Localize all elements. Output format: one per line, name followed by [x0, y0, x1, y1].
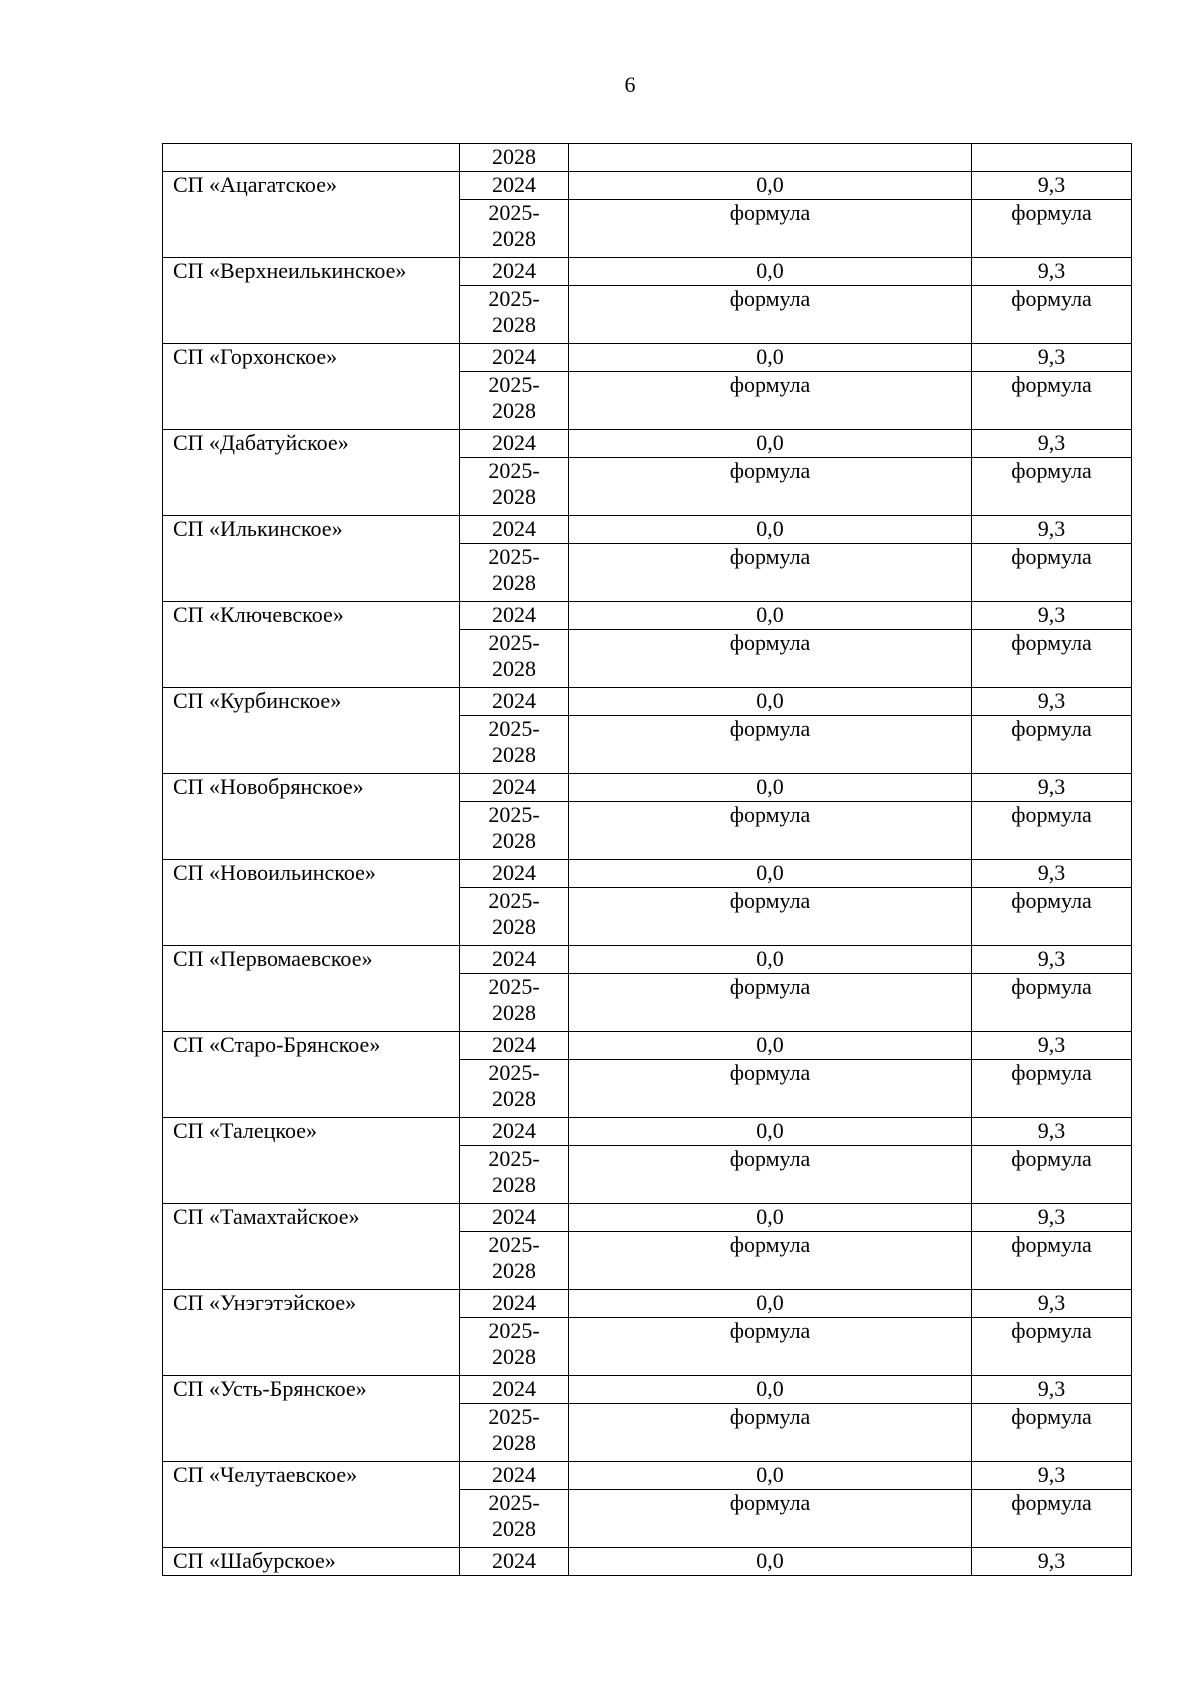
- table-row: [163, 516, 1132, 544]
- value-1-cell: 0,0: [569, 1204, 972, 1232]
- value-2-cell: 9,3: [972, 1032, 1132, 1060]
- value-1-cell: 0,0: [569, 860, 972, 888]
- value-1-cell: 0,0: [569, 430, 972, 458]
- period-end: 2028: [492, 1344, 536, 1369]
- period-cell: [460, 974, 569, 1032]
- value-1-cell: 0,0: [569, 344, 972, 372]
- period-end: 2028: [492, 914, 536, 939]
- value-1-cell: 0,0: [569, 946, 972, 974]
- period-end: 2028: [492, 1000, 536, 1025]
- settlement-name-cell: СП «Новобрянское»: [163, 774, 460, 860]
- period-cell: [460, 458, 569, 516]
- table-row: [163, 258, 1132, 286]
- formula-1-cell: формула: [569, 1146, 972, 1204]
- value-1-cell: 0,0: [569, 602, 972, 630]
- value-1-cell: 0,0: [569, 1548, 972, 1576]
- period-start: 2025-: [488, 1232, 540, 1257]
- value-2-cell: 9,3: [972, 344, 1132, 372]
- year-cell: 2024: [460, 1462, 569, 1490]
- value-1-cell: 0,0: [569, 516, 972, 544]
- value-1-cell: 0,0: [569, 688, 972, 716]
- period-start: 2025-: [488, 888, 540, 913]
- period-end: 2028: [492, 1516, 536, 1541]
- year-cell: 2024: [460, 172, 569, 200]
- table-row: [163, 1032, 1132, 1060]
- table-row: [163, 344, 1132, 372]
- value-1-cell: 0,0: [569, 258, 972, 286]
- year-cell: 2024: [460, 1032, 569, 1060]
- value-2-cell: 9,3: [972, 430, 1132, 458]
- year-cell: 2024: [460, 860, 569, 888]
- value-2-cell: 9,3: [972, 1462, 1132, 1490]
- year-cell: 2024: [460, 1118, 569, 1146]
- year-cell: 2024: [460, 430, 569, 458]
- value-1-cell: 0,0: [569, 172, 972, 200]
- period-cell: [460, 716, 569, 774]
- period-end: 2028: [492, 1430, 536, 1455]
- year-cell: 2024: [460, 1376, 569, 1404]
- table-row-last: [163, 1548, 1132, 1576]
- value-2-cell: 9,3: [972, 860, 1132, 888]
- period-start: 2025-: [488, 1146, 540, 1171]
- table-row: [163, 602, 1132, 630]
- period-cell: [460, 1060, 569, 1118]
- period-cell: [460, 372, 569, 430]
- period-end: 2028: [492, 484, 536, 509]
- formula-2-cell: формула: [972, 802, 1132, 860]
- value-2-cell: 9,3: [972, 774, 1132, 802]
- period-cell: [460, 544, 569, 602]
- value-2-cell: 9,3: [972, 946, 1132, 974]
- table-row: [163, 688, 1132, 716]
- formula-1-cell: формула: [569, 372, 972, 430]
- year-cell: 2024: [460, 258, 569, 286]
- settlement-name-cell: СП «Верхнеилькинское»: [163, 258, 460, 344]
- value-2-cell: 9,3: [972, 1204, 1132, 1232]
- year-cell: 2024: [460, 1548, 569, 1576]
- formula-2-cell: формула: [972, 1232, 1132, 1290]
- period-start: 2025-: [488, 716, 540, 741]
- year-cell: 2024: [460, 774, 569, 802]
- year-cell: 2024: [460, 344, 569, 372]
- period-cell: 2028: [460, 144, 569, 172]
- year-cell: 2024: [460, 1290, 569, 1318]
- formula-2-cell: формула: [972, 458, 1132, 516]
- table-row: [163, 172, 1132, 200]
- formula-2-cell: формула: [972, 200, 1132, 258]
- table-row: [163, 860, 1132, 888]
- value-1-cell: 0,0: [569, 1032, 972, 1060]
- settlement-name-cell: СП «Усть-Брянское»: [163, 1376, 460, 1462]
- settlement-name-cell: СП «Ключевское»: [163, 602, 460, 688]
- settlement-name-cell: СП «Старо-Брянское»: [163, 1032, 460, 1118]
- formula-2-cell: формула: [972, 974, 1132, 1032]
- value-2-cell: 9,3: [972, 1548, 1132, 1576]
- period-start: 2025-: [488, 544, 540, 569]
- formula-2-cell: формула: [972, 544, 1132, 602]
- page-number: 6: [624, 72, 636, 97]
- value-2-cell: 9,3: [972, 1290, 1132, 1318]
- value-1-cell: 0,0: [569, 1376, 972, 1404]
- period-end: 2028: [492, 1258, 536, 1283]
- formula-2-cell: формула: [972, 1146, 1132, 1204]
- year-cell: 2024: [460, 1204, 569, 1232]
- settlement-name-cell: СП «Курбинское»: [163, 688, 460, 774]
- table-row: [163, 1204, 1132, 1232]
- formula-2-cell: формула: [972, 716, 1132, 774]
- formula-1-cell: формула: [569, 458, 972, 516]
- period-cell: [460, 286, 569, 344]
- period-cell: [460, 1146, 569, 1204]
- value-2-cell: 9,3: [972, 1376, 1132, 1404]
- year-cell: 2024: [460, 516, 569, 544]
- period-start: 2025-: [488, 1318, 540, 1343]
- table-row-continued: [163, 144, 1132, 172]
- formula-1-cell: формула: [569, 716, 972, 774]
- value-1-cell: 0,0: [569, 1118, 972, 1146]
- value-2-cell: 9,3: [972, 258, 1132, 286]
- formula-2-cell: формула: [972, 630, 1132, 688]
- value-2-cell: 9,3: [972, 516, 1132, 544]
- formula-1-cell: формула: [569, 630, 972, 688]
- period-start: 2025-: [488, 1490, 540, 1515]
- settlement-name-cell: СП «Илькинское»: [163, 516, 460, 602]
- table-row: [163, 1118, 1132, 1146]
- period-end: 2028: [492, 656, 536, 681]
- table-row: [163, 1290, 1132, 1318]
- table-row: [163, 1376, 1132, 1404]
- period-end: 2028: [492, 570, 536, 595]
- settlement-name-cell: СП «Горхонское»: [163, 344, 460, 430]
- period-start: 2025-: [488, 286, 540, 311]
- table-row: [163, 1462, 1132, 1490]
- period-start: 2025-: [488, 974, 540, 999]
- period-end: 2028: [492, 398, 536, 423]
- value-1-cell: 0,0: [569, 1462, 972, 1490]
- formula-2-cell: формула: [972, 1060, 1132, 1118]
- settlement-name-cell: СП «Челутаевское»: [163, 1462, 460, 1548]
- settlement-name-cell: СП «Талецкое»: [163, 1118, 460, 1204]
- formula-1-cell: формула: [569, 1490, 972, 1548]
- period-end: 2028: [492, 828, 536, 853]
- year-cell: 2024: [460, 688, 569, 716]
- table-row: [163, 946, 1132, 974]
- value-1-cell: 0,0: [569, 774, 972, 802]
- period-cell: [460, 630, 569, 688]
- table-row: [163, 430, 1132, 458]
- year-cell: 2024: [460, 602, 569, 630]
- table-row: [163, 774, 1132, 802]
- value-1-cell: [569, 144, 972, 172]
- period-end: 2028: [492, 312, 536, 337]
- value-2-cell: 9,3: [972, 688, 1132, 716]
- period-cell: [460, 802, 569, 860]
- period-cell: [460, 1404, 569, 1462]
- settlement-name-cell: СП «Новоильинское»: [163, 860, 460, 946]
- period-cell: [460, 200, 569, 258]
- table-body: [163, 144, 1132, 1576]
- formula-1-cell: формула: [569, 974, 972, 1032]
- period-end: 2028: [492, 1172, 536, 1197]
- formula-1-cell: формула: [569, 802, 972, 860]
- settlement-name-cell: СП «Ацагатское»: [163, 172, 460, 258]
- period-start: 2025-: [488, 630, 540, 655]
- value-2-cell: 9,3: [972, 172, 1132, 200]
- period-end: 2028: [492, 226, 536, 251]
- formula-1-cell: формула: [569, 1060, 972, 1118]
- formula-2-cell: формула: [972, 286, 1132, 344]
- period-start: 2025-: [488, 372, 540, 397]
- settlement-name-cell: СП «Первомаевское»: [163, 946, 460, 1032]
- formula-1-cell: формула: [569, 1404, 972, 1462]
- formula-2-cell: формула: [972, 1404, 1132, 1462]
- period-start: 2025-: [488, 458, 540, 483]
- period-start: 2025-: [488, 1404, 540, 1429]
- formula-1-cell: формула: [569, 544, 972, 602]
- period-start: 2025-: [488, 200, 540, 225]
- settlement-name-cell: СП «Шабурское»: [163, 1548, 460, 1576]
- formula-1-cell: формула: [569, 888, 972, 946]
- settlement-name-cell: СП «Тамахтайское»: [163, 1204, 460, 1290]
- value-2-cell: [972, 144, 1132, 172]
- formula-2-cell: формула: [972, 1318, 1132, 1376]
- period-cell: [460, 1318, 569, 1376]
- period-cell: [460, 1490, 569, 1548]
- value-1-cell: 0,0: [569, 1290, 972, 1318]
- formula-1-cell: формула: [569, 1318, 972, 1376]
- formula-1-cell: формула: [569, 200, 972, 258]
- period-end: 2028: [492, 742, 536, 767]
- formula-2-cell: формула: [972, 372, 1132, 430]
- period-cell: [460, 1232, 569, 1290]
- formula-2-cell: формула: [972, 888, 1132, 946]
- period-cell: [460, 888, 569, 946]
- formula-2-cell: формула: [972, 1490, 1132, 1548]
- formula-1-cell: формула: [569, 1232, 972, 1290]
- value-2-cell: 9,3: [972, 1118, 1132, 1146]
- year-cell: 2024: [460, 946, 569, 974]
- period-start: 2025-: [488, 1060, 540, 1085]
- period-start: 2025-: [488, 802, 540, 827]
- period-end: 2028: [492, 1086, 536, 1111]
- settlement-name-cell: СП «Дабатуйское»: [163, 430, 460, 516]
- settlement-rates-table: [162, 143, 1132, 1576]
- settlement-cell: [163, 144, 460, 172]
- value-2-cell: 9,3: [972, 602, 1132, 630]
- formula-1-cell: формула: [569, 286, 972, 344]
- settlement-name-cell: СП «Унэгэтэйское»: [163, 1290, 460, 1376]
